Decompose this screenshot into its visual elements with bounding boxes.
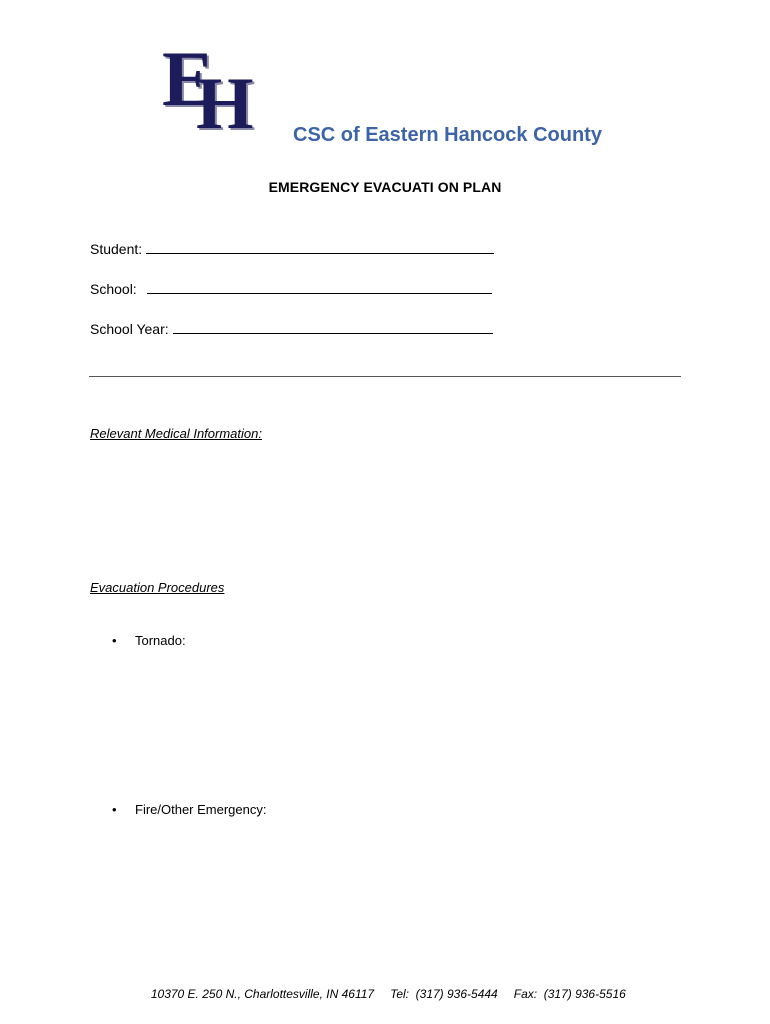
school-blank-line[interactable] (147, 279, 492, 294)
section-divider (89, 376, 681, 377)
bullet-icon: • (112, 802, 117, 817)
student-label: Student: (90, 241, 143, 257)
fire-emergency-item (112, 802, 267, 817)
bullet-icon: • (112, 633, 117, 648)
logo-letter-h: H (196, 63, 254, 145)
footer-fax: Fax: (317) 936-5516 (513, 987, 626, 1001)
fire-emergency-label: Fire/Other Emergency: (135, 802, 267, 817)
student-blank-line[interactable] (146, 239, 494, 254)
footer-contact (0, 973, 770, 1001)
footer-address: 10370 E. 250 N., Charlottesville, IN 46117 (150, 987, 375, 1001)
document-title: EMERGENCY EVACUATI ON PLAN (268, 179, 502, 195)
school-logo (160, 35, 260, 145)
school-year-field (90, 319, 493, 337)
school-label: School: (90, 281, 137, 297)
school-field (90, 279, 492, 297)
evacuation-procedures-heading: Evacuation Procedures (90, 580, 225, 595)
tornado-label: Tornado: (135, 633, 186, 648)
footer-tel: Tel: (317) 936-5444 (390, 987, 498, 1001)
school-year-label: School Year: (90, 321, 169, 337)
medical-info-heading: Relevant Medical Information: (90, 426, 262, 441)
logo-letter-e: E (162, 35, 215, 122)
tornado-item (112, 633, 186, 648)
student-field (90, 239, 494, 257)
school-year-blank-line[interactable] (173, 319, 493, 334)
organization-name: CSC of Eastern Hancock County (293, 124, 602, 146)
